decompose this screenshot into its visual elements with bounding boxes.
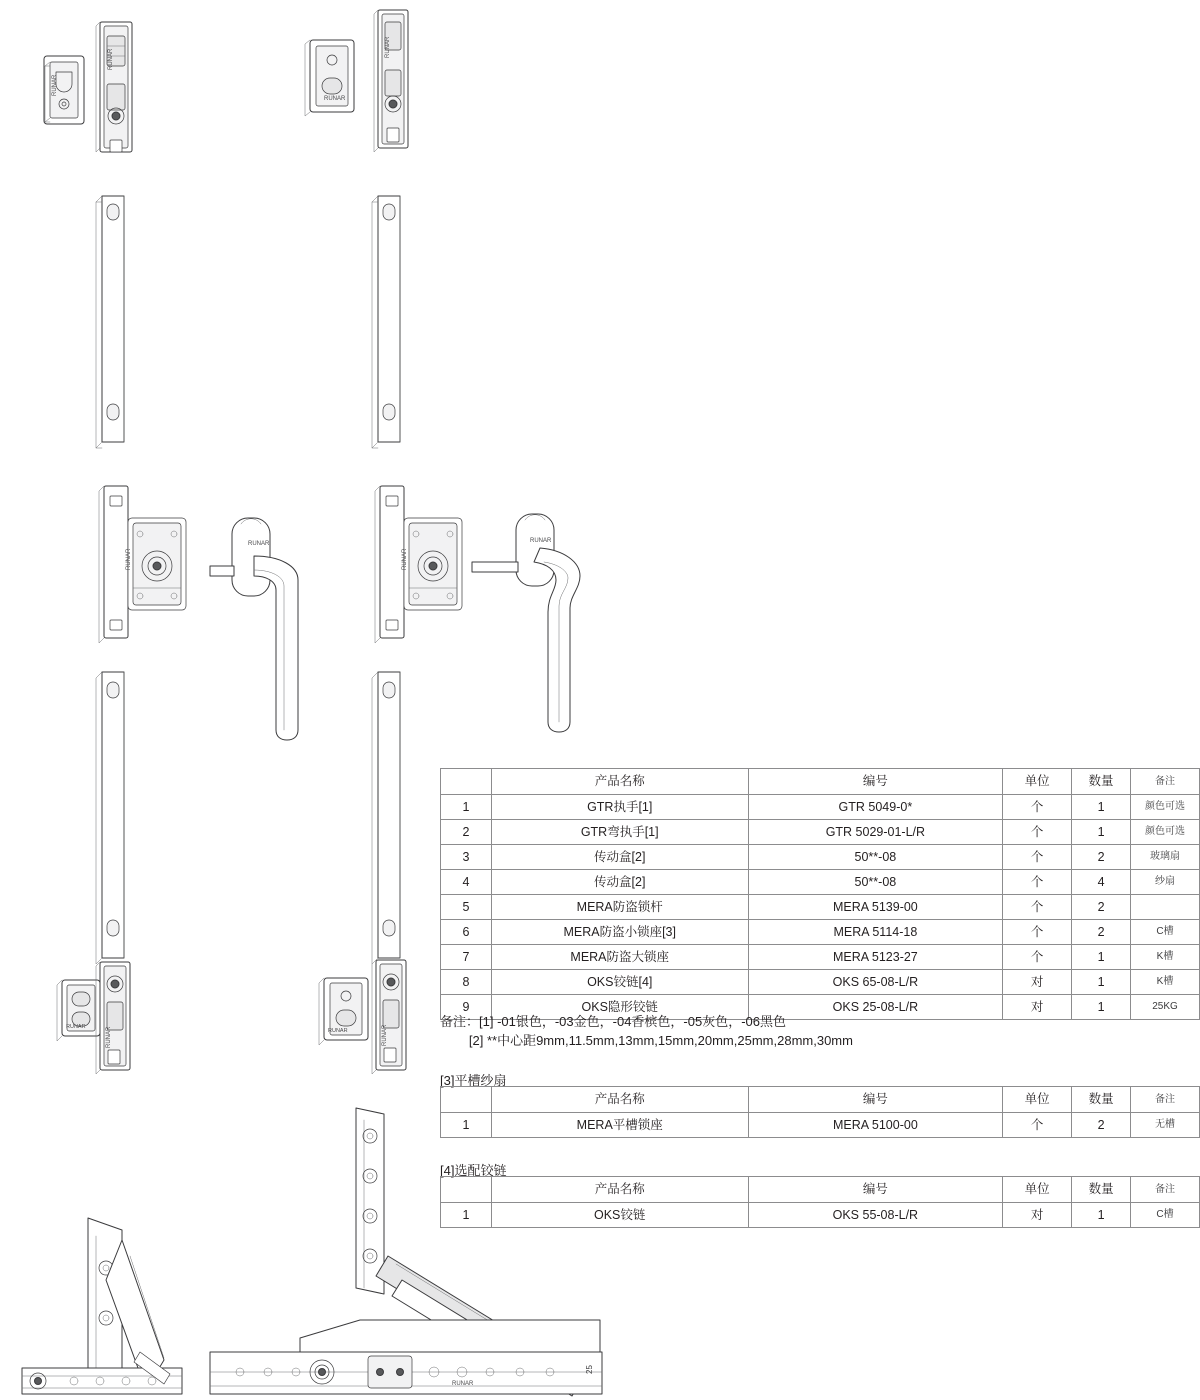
svg-text:RUNAR: RUNAR — [402, 548, 408, 570]
table-header-row — [441, 1087, 1200, 1113]
header-quantity: 数量 — [1072, 769, 1131, 795]
flat-groove-screen-table — [440, 1086, 1200, 1138]
small-strike-right — [319, 978, 368, 1045]
cell-unit: 对 — [1003, 1203, 1072, 1228]
section-3-table-wrap — [440, 1086, 1200, 1138]
cell-product-name: OKS隐形铰链 — [491, 995, 748, 1020]
header-code: 编号 — [748, 1087, 1003, 1113]
cell-unit: 个 — [1003, 845, 1072, 870]
section-3-title: [3]平槽纱扇 — [440, 1073, 507, 1088]
hinge-arm-assembly — [210, 1108, 602, 1396]
lock-rod-left — [96, 196, 124, 448]
espagnolette-right — [372, 672, 400, 964]
cell-remark: 玻璃扇 — [1131, 845, 1200, 870]
table-row — [441, 1203, 1200, 1228]
table-row — [441, 945, 1200, 970]
cell-code: MERA 5100-00 — [748, 1113, 1003, 1138]
cell-quantity: 2 — [1072, 1113, 1131, 1138]
cell-product-name: MERA防盗大锁座 — [491, 945, 748, 970]
table-row — [441, 1113, 1200, 1138]
cell-index: 4 — [441, 870, 492, 895]
cell-remark: K槽 — [1131, 970, 1200, 995]
handle-straight — [210, 518, 298, 740]
cell-quantity: 1 — [1072, 945, 1131, 970]
main-parts-table — [440, 768, 1200, 1020]
table-row — [441, 895, 1200, 920]
header-unit: 单位 — [1003, 1087, 1072, 1113]
cell-product-name: GTR弯执手[1] — [491, 820, 748, 845]
table-row — [441, 920, 1200, 945]
cell-quantity: 1 — [1072, 1203, 1131, 1228]
section-4-table-wrap — [440, 1176, 1200, 1228]
svg-text:RUNAR: RUNAR — [106, 1026, 112, 1048]
cell-quantity: 4 — [1072, 870, 1131, 895]
cell-unit: 个 — [1003, 920, 1072, 945]
transmission-box-lower-left — [96, 962, 130, 1074]
cell-quantity: 2 — [1072, 895, 1131, 920]
header-product-name: 产品名称 — [491, 1177, 748, 1203]
cell-quantity: 2 — [1072, 845, 1131, 870]
gear-box-left — [99, 486, 186, 643]
table-row — [441, 820, 1200, 845]
cell-unit: 个 — [1003, 895, 1072, 920]
cell-remark — [1131, 895, 1200, 920]
header-remark: 备注 — [1131, 1177, 1200, 1203]
cell-unit: 个 — [1003, 1113, 1072, 1138]
cell-code: MERA 5123-27 — [748, 945, 1003, 970]
cell-index: 9 — [441, 995, 492, 1020]
lock-rod-right — [372, 196, 400, 448]
header-index — [441, 1177, 492, 1203]
lock-strike-left — [44, 56, 84, 124]
cell-product-name: MERA防盗小锁座[3] — [491, 920, 748, 945]
cell-product-name: GTR执手[1] — [491, 795, 748, 820]
cell-code: 50**-08 — [748, 845, 1003, 870]
cell-index: 3 — [441, 845, 492, 870]
transmission-box-right — [374, 10, 408, 152]
cell-remark: 纱扇 — [1131, 870, 1200, 895]
svg-text:RUNAR: RUNAR — [248, 541, 270, 547]
svg-text:RUNAR: RUNAR — [530, 538, 552, 544]
transmission-box-lower-right — [372, 960, 406, 1074]
gear-box-right — [375, 486, 462, 643]
cell-quantity: 1 — [1072, 795, 1131, 820]
cell-index: 5 — [441, 895, 492, 920]
header-remark: 备注 — [1131, 769, 1200, 795]
table-header-row — [441, 769, 1200, 795]
cell-code: GTR 5029-01-L/R — [748, 820, 1003, 845]
cell-remark: 颜色可选 — [1131, 820, 1200, 845]
cell-remark: K槽 — [1131, 945, 1200, 970]
table-row — [441, 970, 1200, 995]
cell-index: 1 — [441, 795, 492, 820]
svg-text:RUNAR: RUNAR — [108, 48, 114, 70]
cell-unit: 对 — [1003, 970, 1072, 995]
handle-curved — [472, 514, 580, 732]
cell-unit: 对 — [1003, 995, 1072, 1020]
cell-unit: 个 — [1003, 820, 1072, 845]
svg-text:RUNAR: RUNAR — [52, 74, 58, 96]
header-unit: 单位 — [1003, 1177, 1072, 1203]
cell-index: 7 — [441, 945, 492, 970]
svg-text:RUNAR: RUNAR — [66, 1024, 86, 1030]
cell-quantity: 1 — [1072, 995, 1131, 1020]
cell-index: 8 — [441, 970, 492, 995]
cell-remark: 颜色可选 — [1131, 795, 1200, 820]
footnote-line-2: [2] **中心距9mm,11.5mm,13mm,15mm,20mm,25mm,28mm,30mm — [440, 1033, 853, 1048]
cell-index: 1 — [441, 1203, 492, 1228]
cell-product-name: OKS铰链 — [491, 1203, 748, 1228]
cell-code: MERA 5114-18 — [748, 920, 1003, 945]
header-product-name: 产品名称 — [491, 769, 748, 795]
optional-hinge-table — [440, 1176, 1200, 1228]
cell-product-name: 传动盒[2] — [491, 870, 748, 895]
cell-product-name: 传动盒[2] — [491, 845, 748, 870]
header-code: 编号 — [748, 1177, 1003, 1203]
cell-code: OKS 55-08-L/R — [748, 1203, 1003, 1228]
cell-index: 1 — [441, 1113, 492, 1138]
header-quantity: 数量 — [1072, 1087, 1131, 1113]
cell-code: MERA 5139-00 — [748, 895, 1003, 920]
cell-code: 50**-08 — [748, 870, 1003, 895]
cell-code: GTR 5049-0* — [748, 795, 1003, 820]
cell-remark: 25KG — [1131, 995, 1200, 1020]
cell-remark: C槽 — [1131, 920, 1200, 945]
header-unit: 单位 — [1003, 769, 1072, 795]
header-index — [441, 1087, 492, 1113]
header-quantity: 数量 — [1072, 1177, 1131, 1203]
footnote-line-1: 备注：[1] -01银色，-03金色，-04香槟色，-05灰色，-06黑色 — [440, 1014, 787, 1029]
cell-unit: 个 — [1003, 795, 1072, 820]
cell-quantity: 1 — [1072, 820, 1131, 845]
section-4-title: [4]选配铰链 — [440, 1163, 507, 1178]
cell-index: 6 — [441, 920, 492, 945]
header-product-name: 产品名称 — [491, 1087, 748, 1113]
cell-unit: 个 — [1003, 945, 1072, 970]
cell-quantity: 1 — [1072, 970, 1131, 995]
header-remark: 备注 — [1131, 1087, 1200, 1113]
svg-text:RUNAR: RUNAR — [324, 96, 346, 102]
table-row — [441, 870, 1200, 895]
svg-text:25: 25 — [585, 1365, 594, 1374]
lock-strike-right — [305, 40, 354, 116]
svg-text:RUNAR: RUNAR — [385, 36, 391, 58]
cell-product-name: MERA平槽锁座 — [491, 1113, 748, 1138]
svg-text:RUNAR: RUNAR — [382, 1024, 388, 1046]
svg-text:RUNAR: RUNAR — [126, 548, 132, 570]
espagnolette-left — [96, 672, 124, 964]
cell-product-name: MERA防盗锁杆 — [491, 895, 748, 920]
table-header-row — [441, 1177, 1200, 1203]
cell-remark: 无槽 — [1131, 1113, 1200, 1138]
cell-product-name: OKS铰链[4] — [491, 970, 748, 995]
table-row — [441, 845, 1200, 870]
cell-remark: C槽 — [1131, 1203, 1200, 1228]
header-code: 编号 — [748, 769, 1003, 795]
main-parts-table-wrap — [440, 768, 1200, 1020]
cell-code: OKS 25-08-L/R — [748, 995, 1003, 1020]
cell-quantity: 2 — [1072, 920, 1131, 945]
cell-code: OKS 65-08-L/R — [748, 970, 1003, 995]
svg-text:RUNAR: RUNAR — [328, 1028, 348, 1034]
header-index — [441, 769, 492, 795]
svg-text:RUNAR: RUNAR — [452, 1381, 474, 1387]
friction-stay-hinge — [22, 1218, 182, 1394]
cell-unit: 个 — [1003, 870, 1072, 895]
transmission-box-left — [96, 22, 132, 152]
small-strike-left — [57, 980, 100, 1041]
table-row — [441, 795, 1200, 820]
cell-index: 2 — [441, 820, 492, 845]
